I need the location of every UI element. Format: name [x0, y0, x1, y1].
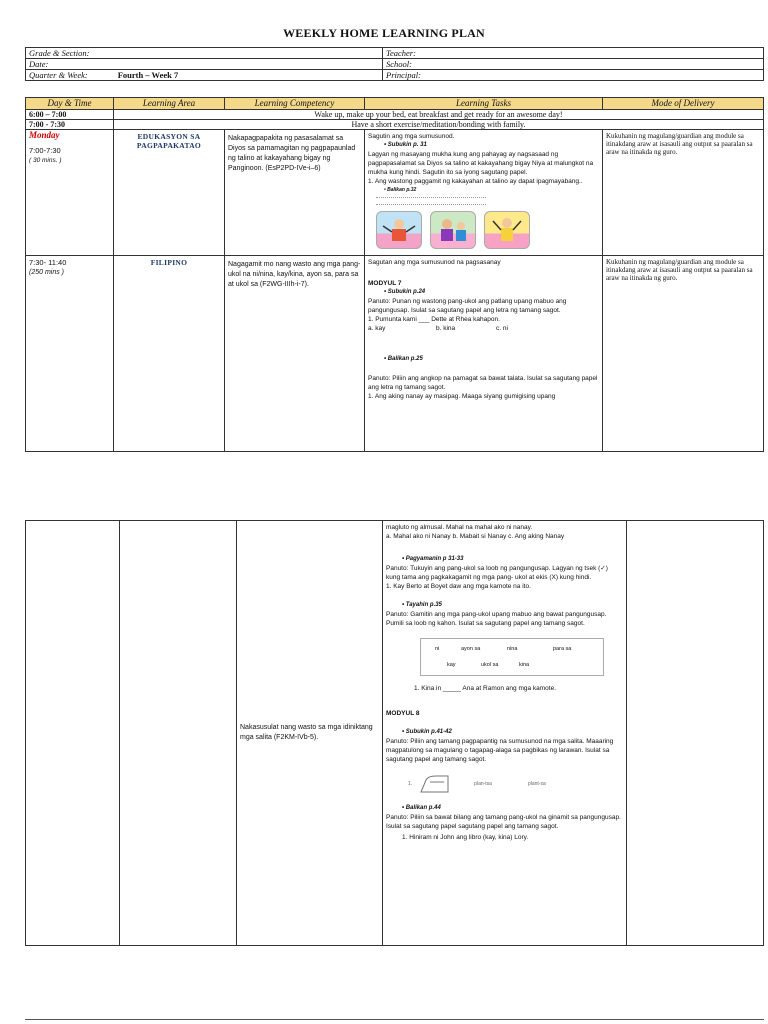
option-label: plan-tsa: [474, 780, 492, 787]
task-item: 1. Ang aking nanay ay masipag. Maaga siyang gumigising upang: [368, 393, 556, 400]
child-illustration: [376, 211, 422, 249]
subukin-label: Subukin p. 31: [387, 142, 427, 148]
mode-of-delivery: Kukuhanin ng magulang/guardian ang module sa itinakdang araw at isasauli ang output sa paaralan sa araw na itinakda ng guro.: [603, 130, 764, 256]
teacher-label: Teacher:: [383, 48, 764, 59]
continuation-table: [25, 520, 764, 946]
balikan-label: Balikan p.44: [405, 805, 441, 811]
time-range: 7:30- 11:40: [29, 258, 67, 267]
header-learning-area: Learning Area: [114, 98, 225, 110]
day-time-cell: [26, 256, 114, 452]
mode-of-delivery: Kukuhanin ng magulang/guardian ang module sa itinakdang araw at isasauli ang output sa paaralan sa araw na itinakda ng guro.: [603, 256, 764, 452]
esp-row: [26, 130, 764, 256]
learning-competency: Nagagamit mo nang wasto ang mga pang-ukol na ni/nina, kay/kina, ayon sa, para sa at ukol sa (F2WG-IIIh-i-7).: [225, 256, 365, 452]
choice: b. kina: [436, 325, 456, 332]
learning-area: FILIPINO: [114, 256, 225, 452]
learning-tasks: [383, 521, 627, 946]
learning-tasks: [365, 130, 603, 256]
filipino-row: [26, 256, 764, 452]
word: kina: [519, 662, 530, 668]
header-day-time: Day & Time: [26, 98, 114, 110]
routine-row: [26, 110, 764, 120]
panuto: Panuto: Piliin sa bawat bilang ang tamang pang-ukol na ginamit sa pangungusap. Isulat sa sagutang papel sagutang papel ang tamang sagot.: [386, 814, 621, 830]
pagyamanin-label: Pagyamanin p 31-33: [405, 556, 464, 562]
word: para sa: [553, 646, 572, 652]
principal-label: Principal:: [383, 70, 764, 81]
item-number: 1.: [408, 780, 413, 787]
tayahin-heading: • Tayahin p.35: [402, 602, 442, 608]
school-label: School:: [383, 59, 764, 70]
child-illustration: [430, 211, 476, 249]
word: ukol sa: [481, 662, 499, 668]
pagyamanin-heading: • Pagyamanin p 31-33: [402, 556, 464, 562]
subukin-heading: • Subukin p.41-42: [402, 729, 452, 735]
balikan-heading: • Balikan p.44: [402, 805, 441, 811]
info-table: [25, 47, 764, 81]
routine-time: 6:00 – 7:00: [26, 110, 114, 120]
routine-text: Have a short exercise/meditation/bonding with family.: [114, 120, 764, 130]
routine-text: Wake up, make up your bed, eat breakfast and get ready for an awesome day!: [114, 110, 764, 120]
panuto: Panuto: Gamitin ang mga pang-ukol upang mabuo ang bawat pangungusap. Pumili sa loob ng kahon. Isulat sa sagutang papel ang tamang sagot.: [386, 611, 607, 627]
learning-competency: Nakasusulat nang wasto sa mga idiniktang mga salita (F2KM-IVb-5).: [237, 521, 383, 946]
date-label: Date:: [26, 59, 383, 70]
panuto: Panuto: Piliin ang tamang pagpapantig na sumusunod na mga salita. Maaaring magpatulong sa magulang o tagapag-alaga sa pagbikas ng larawan. Isulat sa sagutang papel ang tamang sagot.: [386, 738, 614, 763]
illustrations: [376, 211, 599, 249]
subukin-label: Subukin p.41-42: [405, 729, 452, 735]
tayahin-label: Tayahin p.35: [405, 602, 442, 608]
learning-area: EDUKASYON SA PAGPAPAKATAO: [114, 130, 225, 256]
task-item: 1. Ang wastong paggamit ng kakayahan at talino ay dapat ipagmayabang..: [368, 178, 583, 185]
subukin-heading: • Subukin p. 31: [384, 142, 427, 148]
learning-area: [120, 521, 237, 946]
choices: a. Mahal ako ni Nanay b. Mabait si Nanay c. Ang aking Nanay: [386, 533, 565, 540]
task-item: 1. Pumunta kami ___ Dette at Rhea kahapon.: [368, 316, 500, 323]
grade-section-label: Grade & Section:: [26, 48, 383, 59]
task-intro: Sagutan ang mga sumusunod na pagsasanay: [368, 259, 501, 266]
quarter-week-label: Quarter & Week:: [29, 70, 88, 80]
schedule-table: [25, 97, 764, 452]
choice: c. ni: [496, 325, 508, 332]
word: ni: [435, 646, 440, 652]
page-title: WEEKLY HOME LEARNING PLAN: [283, 26, 485, 40]
task-item: 1. Hiniram ni John ang libro (kay, kina) Lory.: [402, 834, 529, 841]
task-instructions: Lagyan ng masayang mukha kung ang pahayag ay nagsasaad ng pagpapasalamat sa Diyos sa talino at kakayahang bigay Niya at malungkot na mukha kung hindi. Sagutin ito sa iyong sagutang papel.: [368, 151, 594, 176]
balikan-label: Balikan p.32: [387, 187, 417, 193]
task-intro: Sagutin ang mga sumusunod.: [368, 133, 455, 140]
day-label: Monday: [29, 130, 60, 140]
word: kay: [447, 662, 456, 668]
option-label: plant-sa: [527, 780, 546, 787]
child-illustration: [484, 211, 530, 249]
panuto: Panuto: Punan ng wastong pang-ukol ang patlang upang mabuo ang pangungusap. Isulat sa sagutang papel ang letra ng tamang sagot.: [368, 298, 567, 314]
header-learning-competency: Learning Competency: [225, 98, 365, 110]
subukin-heading: • Subukin p.24: [384, 289, 426, 295]
choice: a. kay: [368, 325, 386, 332]
header-mode-of-delivery: Mode of Delivery: [603, 98, 764, 110]
page-bottom-rule: [25, 1019, 764, 1020]
choices: [368, 324, 599, 333]
mode-of-delivery: [627, 521, 764, 946]
quarter-week-cell: [26, 70, 383, 81]
balikan-heading: • Balikan p.25: [384, 356, 423, 362]
day-time-cell: [26, 521, 120, 946]
task-item: 1. Kina in _____ Ana at Ramon ang mga kamote.: [414, 685, 557, 692]
word-box: [420, 638, 604, 676]
header-learning-tasks: Learning Tasks: [365, 98, 603, 110]
time-range: 7:00-7:30: [29, 146, 61, 155]
iron-item: [408, 772, 623, 796]
panuto: Panuto: Tukuyin ang pang-ukol sa loob ng pangungusap. Lagyan ng tsek (✓) kung tama ang pagkakagamit ng mga pang- ukol at ekis (X) kung hindi.: [386, 565, 608, 581]
word: ayon sa: [461, 646, 481, 652]
duration: ( 30 mins. ): [29, 157, 62, 164]
flat-iron-icon: [418, 772, 452, 796]
learning-tasks: [365, 256, 603, 452]
panuto: Panuto: Piliin ang angkop na pamagat sa bawat talata. Isulat sa sagutang papel ang letra ng tamang sagot.: [368, 375, 598, 391]
modyul-heading: MODYUL 7: [368, 280, 402, 287]
learning-competency: Nakapagpapakita ng pasasalamat sa Diyos sa pamamagitan ng pagpapaunlad ng talino at kakayahang bigay ng Panginoon. (EsP2PD-IVe-i–6): [225, 130, 365, 256]
routine-row: [26, 120, 764, 130]
task-item: 1. Kay Berto at Boyet daw ang mga kamote na ito.: [386, 583, 531, 590]
quarter-week-value: Fourth – Week 7: [117, 70, 179, 80]
routine-time: 7:00 - 7:30: [26, 120, 114, 130]
subukin-label: Subukin p.24: [387, 289, 426, 295]
task-continuation: magluto ng almusal. Mahal na mahal ako ni nanay.: [386, 524, 533, 531]
duration: (250 mins ): [29, 269, 65, 276]
word: nina: [507, 646, 518, 652]
day-time-cell: [26, 130, 114, 256]
balikan-label: Balikan p.25: [387, 356, 423, 362]
faint-text-lines: [376, 197, 486, 205]
modyul-heading: MODYUL 8: [386, 710, 420, 717]
balikan-heading: • Balikan p.32: [384, 187, 417, 193]
